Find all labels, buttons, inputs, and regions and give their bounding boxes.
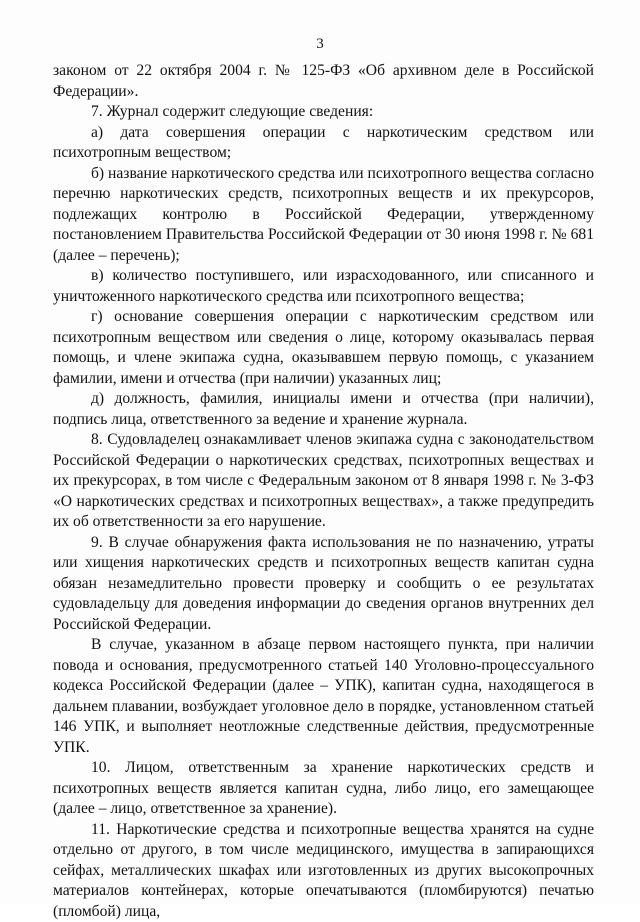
paragraph-item-11: 11. Наркотические средства и психотропные вещества хранятся на судне отдельно от другого, в том числе медицинского, имущества в запирающихся сейфах, металлических шкафах или изготовленных из других высокопрочных материалов контейнерах, которые опечатываются (пломбируются) печатью (пломбой) лица,: [53, 820, 594, 922]
paragraph-item-7: 7. Журнал содержит следующие сведения:: [53, 102, 594, 123]
paragraph-law-reference-continuation: законом от 22 октября 2004 г. № 125-ФЗ «Об архивном деле в Российской Федерации».: [53, 61, 594, 102]
paragraph-item-9: 9. В случае обнаружения факта использования не по назначению, утраты или хищения наркотических средств и психотропных веществ капитан судна обязан незамедлительно провести проверку и сообщить о ее результатах судовладельцу для доведения информации до сведения органов внутренних дел Российской Федерации.: [53, 533, 594, 636]
paragraph-item-7a: а) дата совершения операции с наркотическим средством или психотропным веществом;: [53, 123, 594, 164]
document-body: [53, 61, 594, 922]
page-number: 3: [0, 35, 640, 53]
paragraph-item-9-second: В случае, указанном в абзаце первом настоящего пункта, при наличии повода и основания, предусмотренного статьей 140 Уголовно-процессуального кодекса Российской Федерации (далее – УПК), капитан судна, находящегося в дальнем плавании, возбуждает уголовное дело в порядке, установленном статьей 146 УПК, и выполняет неотложные следственные действия, предусмотренные УПК.: [53, 635, 594, 758]
paragraph-item-8: 8. Судовладелец ознакамливает членов экипажа судна с законодательством Российской Федерации о наркотических средствах, психотропных веществах и их прекурсорах, в том числе с Федеральным законом от 8 января 1998 г. № 3-ФЗ «О наркотических средствах и психотропных веществах», а также предупредить их об ответственности за его нарушение.: [53, 430, 594, 533]
paragraph-item-7g: г) основание совершения операции с наркотическим средством или психотропным веществом или сведения о лице, которому оказывалась первая помощь, и члене экипажа судна, оказывавшем первую помощь, с указанием фамилии, имени и отчества (при наличии) указанных лиц;: [53, 307, 594, 389]
paragraph-item-10: 10. Лицом, ответственным за хранение наркотических средств и психотропных веществ является капитан судна, либо лицо, его замещающее (далее – лицо, ответственное за хранение).: [53, 758, 594, 820]
paragraph-item-7b: б) название наркотического средства или психотропного вещества согласно перечню наркотических средств, психотропных веществ и их прекурсоров, подлежащих контролю в Российской Федерации, утвержденному постановлением Правительства Российской Федерации от 30 июня 1998 г. № 681 (далее – перечень);: [53, 164, 594, 267]
paragraph-item-7d: д) должность, фамилия, инициалы имени и отчества (при наличии), подпись лица, ответственного за ведение и хранение журнала.: [53, 389, 594, 430]
paragraph-item-7v: в) количество поступившего, или израсходованного, или списанного и уничтоженного наркотического средства или психотропного вещества;: [53, 266, 594, 307]
